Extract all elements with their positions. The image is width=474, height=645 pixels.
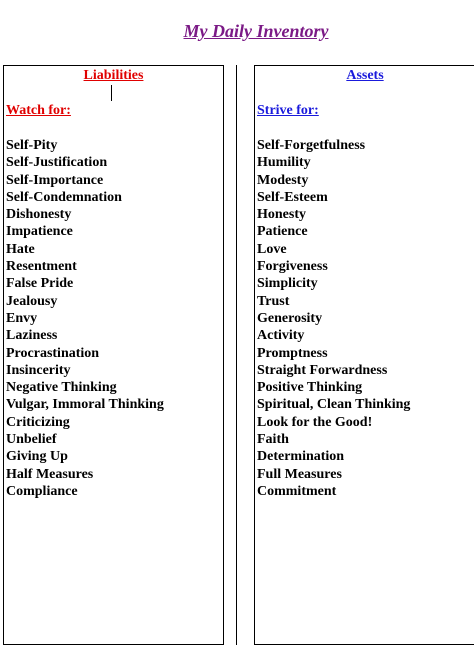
liabilities-header: Liabilities: [83, 68, 144, 83]
list-item: Vulgar, Immoral Thinking: [6, 397, 164, 413]
assets-column: [254, 65, 474, 645]
list-item: Impatience: [6, 224, 73, 240]
liabilities-subheader: Watch for:: [6, 103, 71, 118]
list-item: Criticizing: [6, 414, 70, 430]
list-item: Laziness: [6, 328, 58, 344]
list-item: Patience: [257, 224, 308, 240]
list-item: Honesty: [257, 207, 306, 223]
list-item: Full Measures: [257, 466, 342, 482]
assets-subheader: Strive for:: [257, 103, 319, 118]
list-item: Trust: [257, 293, 290, 309]
list-item: Straight Forwardness: [257, 362, 388, 378]
list-item: Self-Importance: [6, 172, 104, 188]
text-cursor: [111, 85, 112, 101]
list-item: Forgiveness: [257, 259, 328, 275]
list-item: Dishonesty: [6, 207, 72, 223]
list-item: Insincerity: [6, 362, 71, 378]
list-item: Hate: [6, 241, 35, 257]
list-item: Promptness: [257, 345, 328, 361]
list-item: Commitment: [257, 483, 337, 499]
list-item: Generosity: [257, 310, 323, 326]
page-title: My Daily Inventory: [183, 21, 329, 41]
list-item: Faith: [257, 432, 289, 448]
list-item: Humility: [257, 155, 311, 171]
column-divider: [236, 65, 237, 645]
list-item: Look for the Good!: [257, 414, 373, 430]
list-item: Giving Up: [6, 449, 68, 465]
list-item: Activity: [257, 328, 305, 344]
list-item: Half Measures: [6, 466, 94, 482]
list-item: False Pride: [6, 276, 74, 292]
list-item: Unbelief: [6, 432, 57, 448]
assets-list: [257, 137, 410, 500]
liabilities-list: [6, 137, 164, 500]
list-item: Self-Condemnation: [6, 189, 122, 205]
list-item: Love: [257, 241, 287, 257]
list-item: Self-Esteem: [257, 189, 328, 205]
list-item: Self-Justification: [6, 155, 108, 171]
assets-header: Assets: [346, 68, 384, 83]
list-item: Modesty: [257, 172, 309, 188]
list-item: Jealousy: [6, 293, 58, 309]
list-item: Self-Forgetfulness: [257, 138, 366, 153]
liabilities-column: [3, 65, 224, 645]
list-item: Negative Thinking: [6, 380, 117, 396]
list-item: Simplicity: [257, 276, 318, 292]
list-item: Procrastination: [6, 345, 100, 361]
list-item: Compliance: [6, 483, 78, 499]
list-item: Self-Pity: [6, 138, 58, 153]
list-item: Positive Thinking: [257, 380, 363, 396]
list-item: Envy: [6, 310, 38, 326]
list-item: Determination: [257, 449, 345, 465]
list-item: Spiritual, Clean Thinking: [257, 397, 411, 413]
list-item: Resentment: [6, 259, 77, 275]
